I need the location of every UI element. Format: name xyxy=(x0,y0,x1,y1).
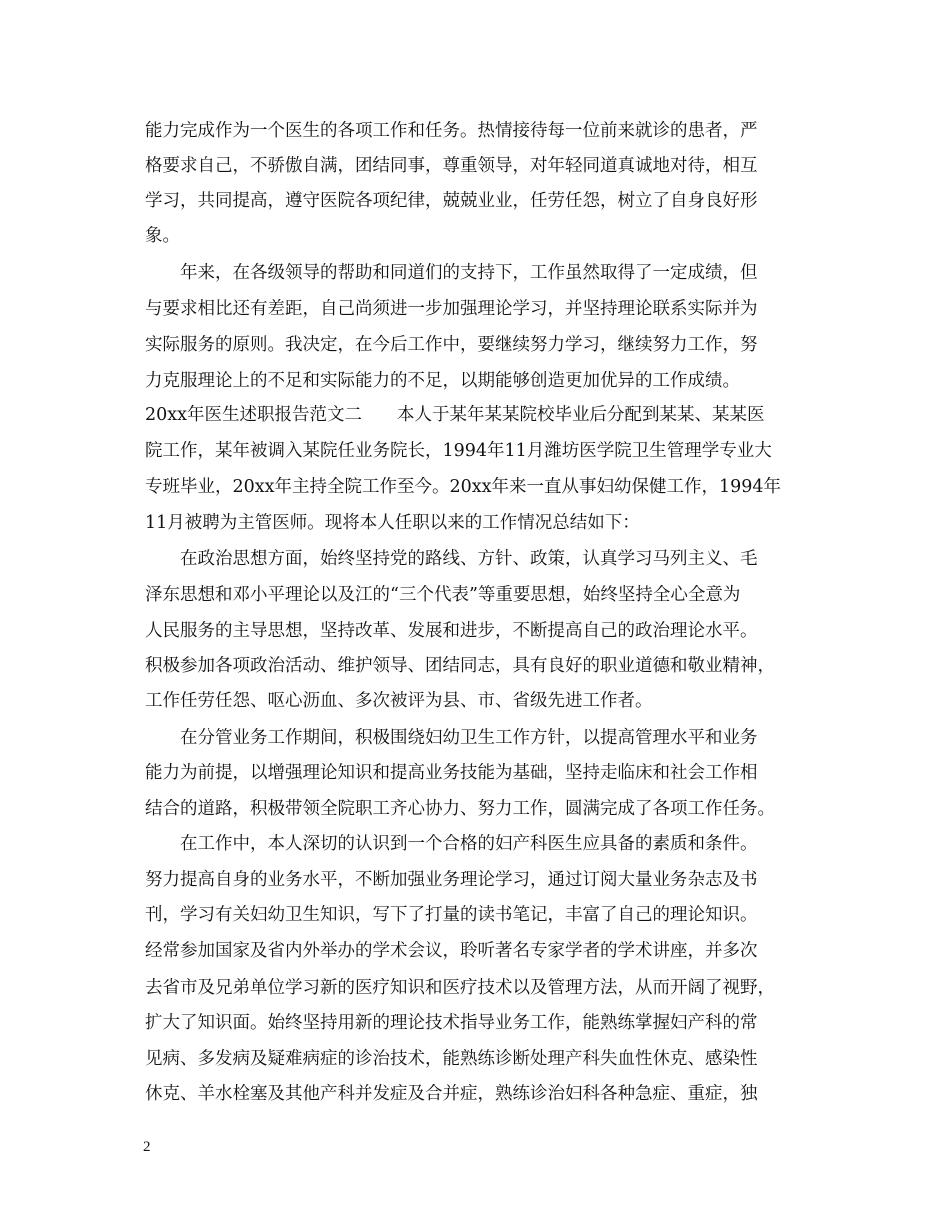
page-number: 2 xyxy=(143,1139,151,1155)
text-line: 在分管业务工作期间，积极围绕妇幼卫生工作方针，以提高管理水平和业务 xyxy=(180,728,758,748)
text-line: 象。 xyxy=(145,226,180,246)
text-line: 专班毕业，20xx年主持全院工作至今。20xx年来一直从事妇幼保健工作，1994年 xyxy=(145,477,782,497)
text-line: 经常参加国家及省内外举办的学术会议，聆听著名专家学者的学术讲座，并多次 xyxy=(145,941,758,961)
text-line: 泽东思想和邓小平理论以及江的“三个代表”等重要思想，始终坚持全心全意为 xyxy=(145,585,741,605)
text-line: 扩大了知识面。始终坚持用新的理论技术指导业务工作，能熟练掌握妇产科的常 xyxy=(145,1013,758,1033)
text-line: 去省市及兄弟单位学习新的医疗知识和医疗技术以及管理方法，从而开阔了视野， xyxy=(145,978,775,998)
text-line: 休克、羊水栓塞及其他产科并发症及合并症，熟练诊治妇科各种急症、重症，独 xyxy=(145,1084,758,1104)
text-line: 结合的道路，积极带领全院职工齐心协力、努力工作，圆满完成了各项工作任务。 xyxy=(145,799,775,819)
text-line: 见病、多发病及疑难病症的诊治技术，能熟练诊断处理产科失血性休克、感染性 xyxy=(145,1049,758,1069)
text-line: 能力完成作为一个医生的各项工作和任务。热情接待每一位前来就诊的患者，严 xyxy=(145,121,758,141)
text-line: 人民服务的主导思想，坚持改革、发展和进步，不断提高自己的政治理论水平。 xyxy=(145,621,758,641)
text-line: 能力为前提，以增强理论知识和提高业务技能为基础，坚持走临床和社会工作相 xyxy=(145,763,758,783)
text-line: 20xx年医生述职报告范文二 本人于某年某某院校毕业后分配到某某、某某医 xyxy=(145,405,765,425)
text-line: 实际服务的原则。我决定，在今后工作中，要继续努力学习，继续努力工作，努 xyxy=(145,335,758,355)
text-line: 格要求自己，不骄傲自满，团结同事，尊重领导，对年轻同道真诚地对待，相互 xyxy=(145,156,758,176)
text-line: 学习，共同提高，遵守医院各项纪律，兢兢业业，任劳任怨，树立了自身良好形 xyxy=(145,191,758,211)
text-line: 在政治思想方面，始终坚持党的路线、方针、政策，认真学习马列主义、毛 xyxy=(180,549,758,569)
text-line: 努力提高自身的业务水平，不断加强业务理论学习，通过订阅大量业务杂志及书 xyxy=(145,870,758,890)
text-line: 力克服理论上的不足和实际能力的不足，以期能够创造更加优异的工作成绩。 xyxy=(145,371,740,391)
text-line: 工作任劳任怨、呕心沥血、多次被评为县、市、省级先进工作者。 xyxy=(145,691,653,711)
text-line: 与要求相比还有差距，自己尚须进一步加强理论学习，并坚持理论联系实际并为 xyxy=(145,299,758,319)
text-line: 11月被聘为主管医师。现将本人任职以来的工作情况总结如下： xyxy=(145,513,640,533)
text-line: 在工作中，本人深切的认识到一个合格的妇产科医生应具备的素质和条件。 xyxy=(180,834,758,854)
text-line: 积极参加各项政治活动、维护领导、团结同志，具有良好的职业道德和敬业精神， xyxy=(145,656,775,676)
text-line: 刊，学习有关妇幼卫生知识，写下了打量的读书笔记，丰富了自己的理论知识。 xyxy=(145,905,758,925)
text-line: 院工作，某年被调入某院任业务院长，1994年11月潍坊医学院卫生管理学专业大 xyxy=(145,441,772,461)
text-line: 年来，在各级领导的帮助和同道们的支持下，工作虽然取得了一定成绩，但 xyxy=(180,263,758,283)
